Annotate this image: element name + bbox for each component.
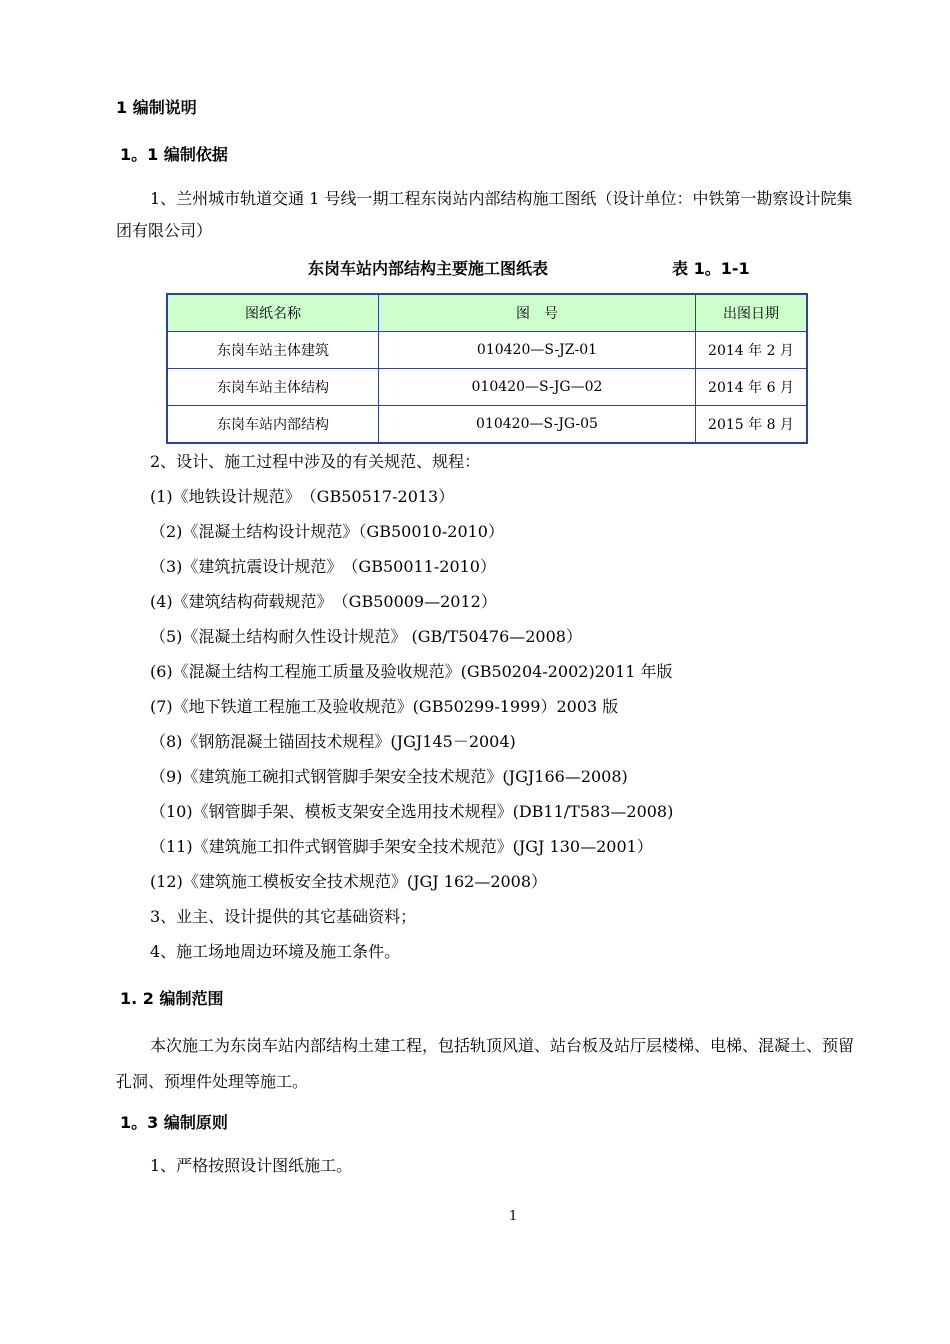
code-item: （11)《建筑施工扣件式钢管脚手架安全技术规范》(JGJ 130—2001） (150, 837, 653, 856)
table-header-row (167, 294, 807, 332)
basis-item-1: 1、兰州城市轨道交通 1 号线一期工程东岗站内部结构施工图纸（设计单位：中铁第一勘察设计院集团有限公司） (116, 189, 853, 240)
table-row (167, 332, 807, 369)
principle-item-1: 1、严格按照设计图纸施工。 (150, 1156, 353, 1175)
cell-date: 2014 年 2 月 (696, 332, 808, 369)
basis-item-3: 3、业主、设计提供的其它基础资料； (150, 907, 417, 926)
header-date: 出图日期 (696, 294, 808, 332)
cell-number: 010420—S-JG-05 (379, 406, 696, 444)
code-item: (12)《建筑施工模板安全技术规范》(JGJ 162—2008） (150, 872, 548, 891)
heading-1-1: 1。1 编制依据 (120, 145, 228, 164)
heading-1-3: 1。3 编制原则 (120, 1113, 228, 1132)
code-item: （8)《钢筋混凝土锚固技术规程》(JGJ145－2004) (150, 732, 516, 751)
header-number: 图 号 (379, 294, 696, 332)
basis-item-4: 4、施工场地周边环境及施工条件。 (150, 942, 401, 961)
code-item: (7)《地下铁道工程施工及验收规范》(GB50299-1999）2003 版 (150, 697, 619, 716)
header-name: 图纸名称 (167, 294, 379, 332)
table-number: 表 1。1-1 (672, 259, 750, 278)
code-item: （10)《钢管脚手架、模板支架安全选用技术规程》(DB11/T583—2008) (150, 802, 674, 821)
table-row (167, 369, 807, 406)
code-item: (1)《地铁设计规范》 （GB50517-2013） (150, 487, 455, 506)
code-item: （9)《建筑施工碗扣式钢管脚手架安全技术规范》(JGJ166—2008) (150, 767, 628, 786)
table-title: 东岗车站内部结构主要施工图纸表 (308, 259, 549, 278)
heading-1-2: 1. 2 编制范围 (120, 989, 224, 1008)
cell-name: 东岗车站主体结构 (167, 369, 379, 406)
heading-1: 1 编制说明 (116, 98, 197, 117)
cell-name: 东岗车站内部结构 (167, 406, 379, 444)
cell-number: 010420—S-JZ-01 (379, 332, 696, 369)
table-row (167, 406, 807, 444)
cell-date: 2014 年 6 月 (696, 369, 808, 406)
page-number: 1 (509, 1209, 518, 1224)
code-item: （2)《混凝土结构设计规范》（GB50010-2010） (150, 522, 504, 541)
code-item: (4)《建筑结构荷载规范》 （GB50009—2012） (150, 592, 497, 611)
code-item: （3)《建筑抗震设计规范》 （GB50011-2010） (150, 557, 496, 576)
code-item: (6)《混凝土结构工程施工质量及验收规范》(GB50204-2002)2011 年版 (150, 662, 673, 681)
basis-item-2: 2、设计、施工过程中涉及的有关规范、规程： (150, 452, 481, 471)
cell-name: 东岗车站主体建筑 (167, 332, 379, 369)
cell-number: 010420—S-JG—02 (379, 369, 696, 406)
scope-paragraph: 本次施工为东岗车站内部结构土建工程，包括轨顶风道、站台板及站厅层楼梯、电梯、混凝土、预留孔洞、预埋件处理等施工。 (116, 1036, 855, 1091)
code-item: （5)《混凝土结构耐久性设计规范》 (GB/T50476—2008） (150, 627, 582, 646)
cell-date: 2015 年 8 月 (696, 406, 808, 444)
drawings-table (166, 293, 808, 444)
